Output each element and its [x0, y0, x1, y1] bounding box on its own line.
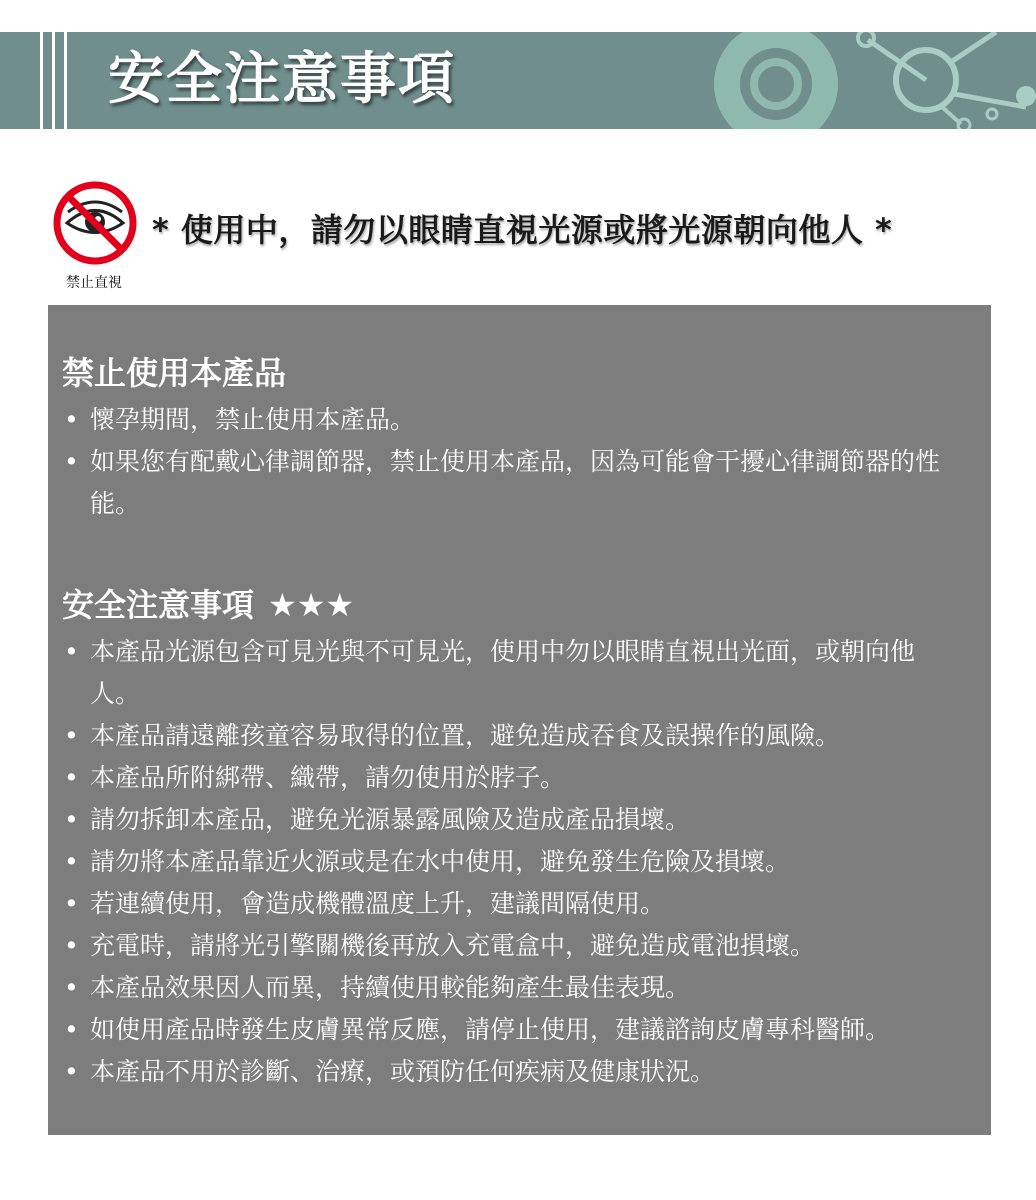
- list-item: [62, 715, 962, 757]
- banner-stripe: [40, 32, 43, 129]
- safety-list: [62, 631, 962, 1093]
- section-title-text: 安全注意事項: [62, 586, 255, 624]
- notice-panel: [48, 305, 991, 1135]
- bullet: •: [64, 1015, 79, 1044]
- bullet: •: [64, 763, 79, 792]
- list-item: [62, 757, 962, 799]
- list-item-text: 請勿將本產品靠近火源或是在水中使用，避免發生危險及損壞。: [90, 847, 791, 876]
- banner-stripe: [52, 32, 55, 129]
- section-title-safety: [62, 583, 354, 627]
- list-item: [62, 441, 962, 525]
- list-item: [62, 1009, 962, 1051]
- header-banner: [0, 32, 1036, 129]
- list-item-text: 如使用產品時發生皮膚異常反應，請停止使用，建議諮詢皮膚專科醫師。: [90, 1015, 891, 1044]
- list-item: [62, 967, 962, 1009]
- bullet: •: [64, 889, 79, 918]
- list-item-text: 充電時，請將光引擎關機後再放入充電盒中，避免造成電池損壞。: [90, 931, 816, 960]
- bullet: •: [64, 637, 79, 666]
- bullet: •: [64, 805, 79, 834]
- molecule-decoration-icon: [696, 32, 1036, 129]
- bullet: •: [64, 405, 79, 434]
- list-item: [62, 399, 962, 441]
- warning-text: * 使用中，請勿以眼睛直視光源或將光源朝向他人 *: [152, 211, 893, 249]
- no-staring-icon: [52, 180, 138, 266]
- section-title-text: 禁止使用本產品: [62, 354, 287, 392]
- icon-caption: 禁止直視: [66, 275, 122, 291]
- list-item: [62, 799, 962, 841]
- list-item-text: 本產品請遠離孩童容易取得的位置，避免造成吞食及誤操作的風險。: [90, 721, 841, 750]
- list-item: [62, 631, 962, 715]
- list-item-text: 本產品光源包含可見光與不可見光，使用中勿以眼睛直視出光面，或朝向他人。: [90, 637, 916, 708]
- bullet: •: [64, 931, 79, 960]
- section-title-prohibited: [62, 351, 286, 395]
- prohibited-list: [62, 399, 962, 525]
- list-item: [62, 883, 962, 925]
- list-item-text: 若連續使用，會造成機體溫度上升，建議間隔使用。: [90, 889, 666, 918]
- list-item-text: 本產品所附綁帶、織帶，請勿使用於脖子。: [90, 763, 566, 792]
- list-item-text: 請勿拆卸本產品，避免光源暴露風險及造成產品損壞。: [90, 805, 691, 834]
- bullet: •: [64, 847, 79, 876]
- list-item-text: 本產品不用於診斷、治療，或預防任何疾病及健康狀況。: [90, 1057, 716, 1086]
- page-title: 安全注意事項: [108, 47, 456, 112]
- rating-stars: ★★★: [268, 586, 355, 624]
- list-item-text: 懷孕期間，禁止使用本產品。: [90, 405, 416, 434]
- banner-stripe: [64, 32, 67, 129]
- list-item-text: 本產品效果因人而異，持續使用較能夠產生最佳表現。: [90, 973, 691, 1002]
- bullet: •: [64, 721, 79, 750]
- list-item-text: 如果您有配戴心律調節器，禁止使用本產品，因為可能會干擾心律調節器的性能。: [90, 447, 941, 518]
- list-item: [62, 925, 962, 967]
- list-item: [62, 841, 962, 883]
- bullet: •: [64, 447, 79, 476]
- bullet: •: [64, 973, 79, 1002]
- bullet: •: [64, 1057, 79, 1086]
- list-item: [62, 1051, 962, 1093]
